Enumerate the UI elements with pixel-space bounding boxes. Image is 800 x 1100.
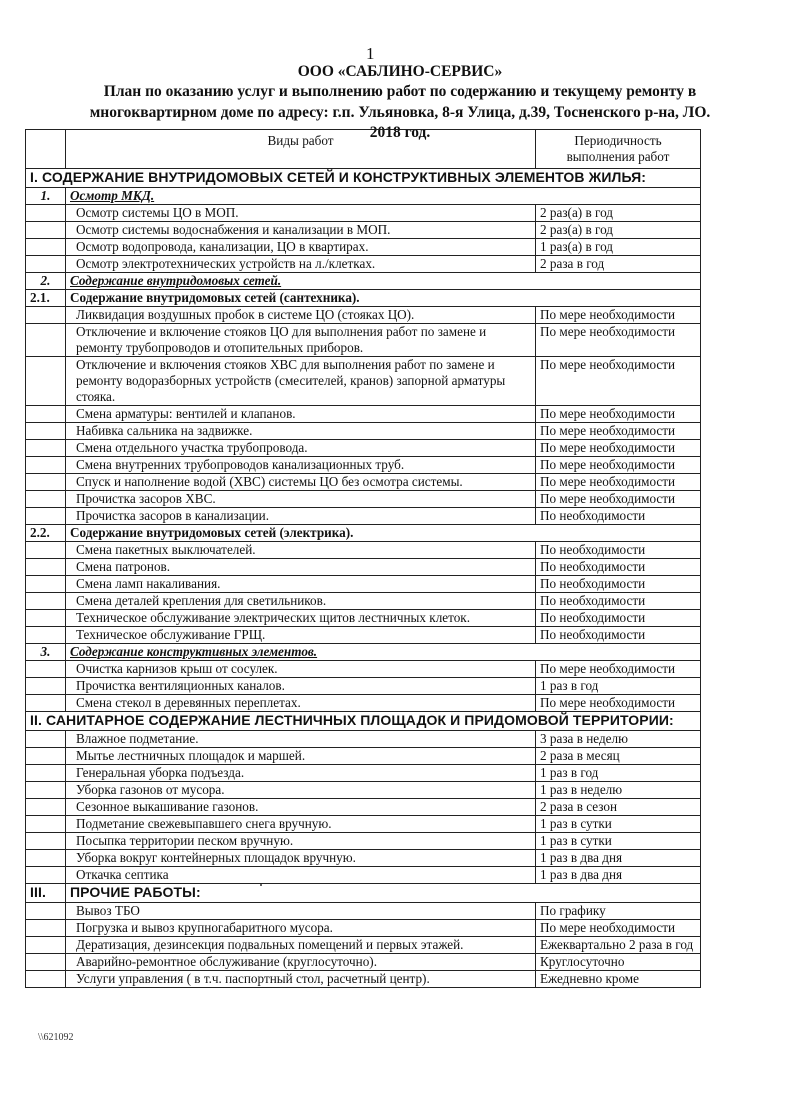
subsection-number: 2. (26, 273, 66, 290)
header-num-cell (26, 130, 66, 169)
table-row (26, 542, 701, 559)
work-cell: Осмотр электротехнических устройств на л./клетках. (66, 256, 536, 273)
row-num-cell (26, 593, 66, 610)
row-num-cell (26, 610, 66, 627)
period-cell: По мере необходимости (536, 695, 701, 712)
period-cell: По мере необходимости (536, 474, 701, 491)
section-row-1 (26, 169, 701, 188)
period-cell: 2 раз(а) в год (536, 205, 701, 222)
period-cell: 2 раза в год (536, 256, 701, 273)
table-row (26, 576, 701, 593)
row-num-cell (26, 867, 66, 884)
period-cell: 1 раз в два дня (536, 867, 701, 884)
table-row (26, 324, 701, 357)
section-3-heading: ПРОЧИЕ РАБОТЫ: (66, 884, 701, 903)
works-plan-table (25, 129, 701, 988)
table-row (26, 833, 701, 850)
period-cell: 1 раз в год (536, 765, 701, 782)
row-num-cell (26, 542, 66, 559)
row-num-cell (26, 423, 66, 440)
header-period-line-1: Периодичность (574, 133, 662, 148)
period-cell: По необходимости (536, 559, 701, 576)
table-row (26, 222, 701, 239)
row-num-cell (26, 937, 66, 954)
row-num-cell (26, 222, 66, 239)
table-row (26, 457, 701, 474)
subsection-title: Содержание внутридомовых сетей (сантехника). (66, 290, 701, 307)
period-cell: По необходимости (536, 627, 701, 644)
work-cell: Осмотр водопровода, канализации, ЦО в квартирах. (66, 239, 536, 256)
row-num-cell (26, 765, 66, 782)
period-cell: По графику (536, 903, 701, 920)
table-row (26, 731, 701, 748)
work-cell: Прочистка засоров в канализации. (66, 508, 536, 525)
subsection-row (26, 290, 701, 307)
section-3-number: III. (26, 884, 66, 903)
row-num-cell (26, 661, 66, 678)
work-cell: Смена пакетных выключателей. (66, 542, 536, 559)
table-row (26, 867, 701, 884)
work-cell: Уборка вокруг контейнерных площадок вручную. (66, 850, 536, 867)
work-cell: Погрузка и вывоз крупногабаритного мусора. (66, 920, 536, 937)
row-num-cell (26, 920, 66, 937)
row-num-cell (26, 440, 66, 457)
period-cell: 2 раза в месяц (536, 748, 701, 765)
work-cell: Смена ламп накаливания. (66, 576, 536, 593)
work-cell: Услуги управления ( в т.ч. паспортный стол, расчетный центр). (66, 971, 536, 988)
work-cell: Осмотр системы ЦО в МОП. (66, 205, 536, 222)
work-cell: Прочистка засоров ХВС. (66, 491, 536, 508)
table-row (26, 816, 701, 833)
section-row-3 (26, 884, 701, 903)
work-cell: Смена деталей крепления для светильников. (66, 593, 536, 610)
work-cell: Сезонное выкашивание газонов. (66, 799, 536, 816)
table-row (26, 627, 701, 644)
work-cell: Смена патронов. (66, 559, 536, 576)
period-cell: 2 раз(а) в год (536, 222, 701, 239)
period-cell: 1 раз в неделю (536, 782, 701, 799)
table-row (26, 937, 701, 954)
section-row-2 (26, 712, 701, 731)
row-num-cell (26, 748, 66, 765)
row-num-cell (26, 256, 66, 273)
period-cell: По мере необходимости (536, 423, 701, 440)
document-code: \\621092 (38, 1032, 74, 1043)
period-cell: 1 раз в сутки (536, 833, 701, 850)
row-num-cell (26, 833, 66, 850)
period-cell: По мере необходимости (536, 307, 701, 324)
row-num-cell (26, 576, 66, 593)
document-title-line-1: План по оказанию услуг и выполнению работ по содержанию и текущему ремонту в (103, 83, 697, 100)
table-row (26, 903, 701, 920)
table-row (26, 661, 701, 678)
row-num-cell (26, 816, 66, 833)
period-cell: По мере необходимости (536, 357, 701, 406)
period-cell: Ежедневно кроме (536, 971, 701, 988)
table-row (26, 357, 701, 406)
work-cell: Набивка сальника на задвижке. (66, 423, 536, 440)
table-row (26, 610, 701, 627)
row-num-cell (26, 799, 66, 816)
subsection-title: Содержание внутридомовых сетей. (66, 273, 701, 290)
row-num-cell (26, 678, 66, 695)
row-num-cell (26, 782, 66, 799)
period-cell: 1 раз(а) в год (536, 239, 701, 256)
subsection-row (26, 644, 701, 661)
period-cell: 2 раза в сезон (536, 799, 701, 816)
table-row (26, 765, 701, 782)
header-period-line-2: выполнения работ (566, 149, 670, 164)
subsection-number: 3. (26, 644, 66, 661)
table-row (26, 406, 701, 423)
row-num-cell (26, 954, 66, 971)
table-row (26, 508, 701, 525)
table-row (26, 440, 701, 457)
subsection-number: 1. (26, 188, 66, 205)
work-cell: Дератизация, дезинсекция подвальных помещений и первых этажей. (66, 937, 536, 954)
work-cell: Спуск и наполнение водой (ХВС) системы ЦО без осмотра системы. (66, 474, 536, 491)
header-work-cell: Виды работ (66, 130, 536, 169)
period-cell: По мере необходимости (536, 491, 701, 508)
work-cell: Очистка карнизов крыш от сосулек. (66, 661, 536, 678)
subsection-title: Осмотр МКД. (66, 188, 701, 205)
row-num-cell (26, 406, 66, 423)
work-cell: Смена внутренних трубопроводов канализационных труб. (66, 457, 536, 474)
period-cell: По мере необходимости (536, 920, 701, 937)
table-row (26, 850, 701, 867)
document-year: 2018 год. (369, 124, 431, 141)
table-row (26, 920, 701, 937)
period-cell: Круглосуточно (536, 954, 701, 971)
subsection-row (26, 273, 701, 290)
table-row (26, 971, 701, 988)
subsection-number: 2.1. (26, 290, 66, 307)
table-row (26, 782, 701, 799)
table-row (26, 474, 701, 491)
row-num-cell (26, 491, 66, 508)
period-cell: По мере необходимости (536, 324, 701, 357)
page-number: 1 (366, 44, 375, 63)
work-cell: Техническое обслуживание ГРЩ. (66, 627, 536, 644)
table-row (26, 491, 701, 508)
table-row (26, 559, 701, 576)
table-row (26, 593, 701, 610)
row-num-cell (26, 239, 66, 256)
row-num-cell (26, 508, 66, 525)
work-cell: Смена арматуры: вентилей и клапанов. (66, 406, 536, 423)
subsection-row (26, 525, 701, 542)
work-cell: Подметание свежевыпавшего снега вручную. (66, 816, 536, 833)
work-cell: Смена стекол в деревянных переплетах. (66, 695, 536, 712)
work-cell: Откачка септика (66, 867, 536, 884)
row-num-cell (26, 559, 66, 576)
table-header-row (26, 130, 701, 169)
period-cell: 1 раз в сутки (536, 816, 701, 833)
row-num-cell (26, 205, 66, 222)
work-cell: Отключение и включения стояков ХВС для выполнения работ по замене и ремонту водоразборных устройств (смесителей, кранов) запорной арматуры стояка. (66, 357, 536, 406)
work-cell: Вывоз ТБО (66, 903, 536, 920)
table-row (26, 307, 701, 324)
work-cell: Осмотр системы водоснабжения и канализации в МОП. (66, 222, 536, 239)
work-cell: Генеральная уборка подъезда. (66, 765, 536, 782)
table-row (26, 423, 701, 440)
row-num-cell (26, 695, 66, 712)
subsection-number: 2.2. (26, 525, 66, 542)
work-cell: Смена отдельного участка трубопровода. (66, 440, 536, 457)
period-cell: 3 раза в неделю (536, 731, 701, 748)
table-row (26, 954, 701, 971)
work-cell: Аварийно-ремонтное обслуживание (круглосуточно). (66, 954, 536, 971)
row-num-cell (26, 357, 66, 406)
row-num-cell (26, 850, 66, 867)
period-cell: По мере необходимости (536, 406, 701, 423)
section-1-heading: I. СОДЕРЖАНИЕ ВНУТРИДОМОВЫХ СЕТЕЙ И КОНСТРУКТИВНЫХ ЭЛЕМЕНТОВ ЖИЛЬЯ: (26, 169, 701, 188)
period-cell: По мере необходимости (536, 661, 701, 678)
work-cell: Ликвидация воздушных пробок в системе ЦО (стояках ЦО). (66, 307, 536, 324)
row-num-cell (26, 627, 66, 644)
table-row (26, 695, 701, 712)
row-num-cell (26, 324, 66, 357)
table-row (26, 748, 701, 765)
period-cell: По необходимости (536, 576, 701, 593)
header-period-cell (536, 130, 701, 169)
company-title: ООО «САБЛИНО-СЕРВИС» (297, 63, 503, 80)
subsection-title: Содержание конструктивных элементов. (66, 644, 701, 661)
scan-speck (260, 884, 262, 886)
period-cell: По необходимости (536, 610, 701, 627)
table-row (26, 205, 701, 222)
period-cell: 1 раз в год (536, 678, 701, 695)
work-cell: Техническое обслуживание электрических щитов лестничных клеток. (66, 610, 536, 627)
table-row (26, 239, 701, 256)
row-num-cell (26, 903, 66, 920)
section-2-heading: II. САНИТАРНОЕ СОДЕРЖАНИЕ ЛЕСТНИЧНЫХ ПЛОЩАДОК И ПРИДОМОВОЙ ТЕРРИТОРИИ: (26, 712, 701, 731)
work-cell: Отключение и включение стояков ЦО для выполнения работ по замене и ремонту трубопроводов и отопительных приборов. (66, 324, 536, 357)
period-cell: По мере необходимости (536, 457, 701, 474)
period-cell: По необходимости (536, 508, 701, 525)
work-cell: Влажное подметание. (66, 731, 536, 748)
work-cell: Уборка газонов от мусора. (66, 782, 536, 799)
work-cell: Посыпка территории песком вручную. (66, 833, 536, 850)
subsection-row (26, 188, 701, 205)
period-cell: По необходимости (536, 542, 701, 559)
row-num-cell (26, 307, 66, 324)
period-cell: 1 раз в два дня (536, 850, 701, 867)
table-row (26, 799, 701, 816)
period-cell: По необходимости (536, 593, 701, 610)
work-cell: Прочистка вентиляционных каналов. (66, 678, 536, 695)
document-title-line-2: многоквартирном доме по адресу: г.п. Ульяновка, 8-я Улица, д.39, Тосненского р-на, ЛО. (89, 104, 711, 121)
row-num-cell (26, 457, 66, 474)
work-cell: Мытье лестничных площадок и маршей. (66, 748, 536, 765)
period-cell: Ежеквартально 2 раза в год (536, 937, 701, 954)
row-num-cell (26, 971, 66, 988)
table-row (26, 678, 701, 695)
row-num-cell (26, 474, 66, 491)
row-num-cell (26, 731, 66, 748)
table-row (26, 256, 701, 273)
period-cell: По мере необходимости (536, 440, 701, 457)
subsection-title: Содержание внутридомовых сетей (электрика). (66, 525, 701, 542)
